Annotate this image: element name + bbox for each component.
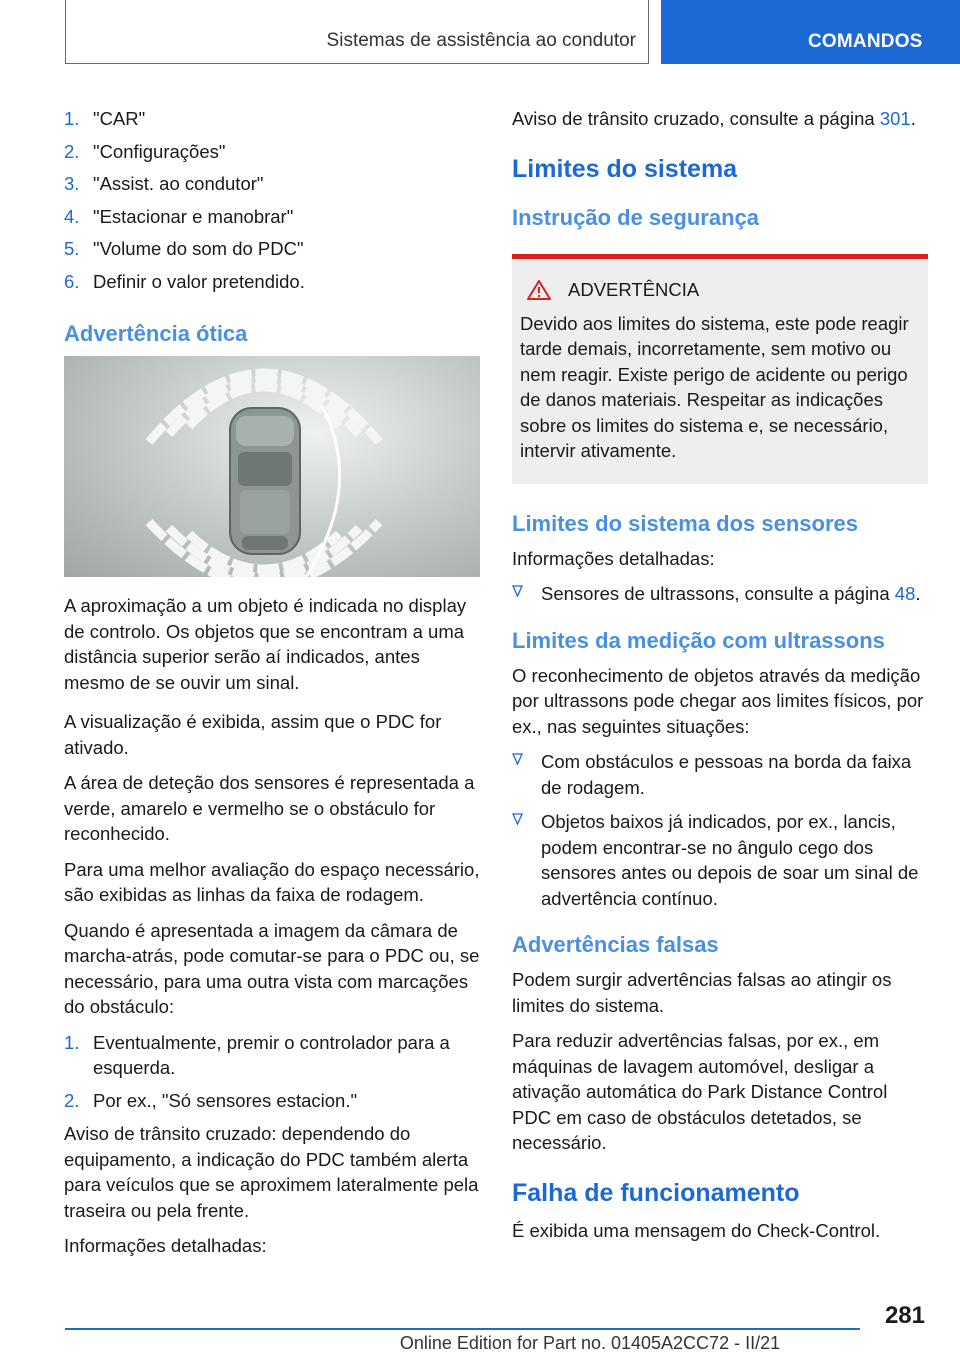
paragraph: A visualização é exibida, assim que o PDC for ativado. [64,711,442,758]
bullet-triangle-icon [512,752,523,766]
paragraph: Informações detalhadas: [512,547,715,569]
step-number: 1. [64,1031,80,1053]
paragraph: É exibida uma mensagem do Check-Control. [512,1219,881,1241]
warning-title: ADVERTÊNCIA [568,278,700,300]
heading-false-warnings: Advertências falsas [512,932,719,957]
list-item-text: Com obstáculos e pessoas na borda da faixa de rodagem. [541,751,912,798]
paragraph: Quando é apresentada a imagem da câmara de marcha-atrás, pode comutar-se para o PDC ou, se necessário, para uma outra vista com marcações do obstáculo: [64,919,480,1017]
step-text: Por ex., "Só sensores estacion." [93,1089,358,1111]
step-number: 6. [64,270,80,292]
paragraph: Informações detalhadas: [64,1235,267,1256]
warning-header [520,279,920,301]
list-item [512,809,928,911]
header-box [65,0,649,64]
sensors-list [512,581,928,607]
heading-malfunction: Falha de funcionamento [512,1178,800,1207]
page-number: 281 [884,1302,925,1329]
step-text: "Estacionar e manobrar" [93,205,294,227]
steps-list-1 [64,106,480,294]
paragraph: Podem surgir advertências falsas ao atingir os limites do sistema. [512,969,892,1016]
step-text: Eventualmente, premir o controlador para a esquerda. [93,1031,450,1078]
step-number: 1. [64,108,80,129]
list-item [64,139,480,165]
list-item [64,106,480,132]
heading-safety-instruction: Instrução de segurança [512,204,759,230]
paragraph: Aviso de trânsito cruzado: dependendo do equipamento, a indicação do PDC também alerta para veículos que se aproximem lateralmente pela traseira ou pela frente. [64,1123,479,1221]
step-number: 5. [64,238,80,259]
tab-comandos[interactable]: COMANDOS [661,0,960,64]
step-number: 4. [64,205,80,227]
step-number: 2. [64,1089,80,1111]
paragraph: A área de deteção dos sensores é representada a verde, amarelo e vermelho se o obstáculo for reconhecido. [64,772,475,844]
edition-text: Online Edition for Part no. 01405A2CC72 - II/21 [399,1333,781,1353]
list-item-end: . [915,583,921,604]
cross-ref-end: . [910,108,916,129]
warning-triangle-icon [526,279,552,301]
section-title: Sistemas de assistência ao condutor [326,30,636,51]
heading-system-limits: Limites do sistema [512,154,738,183]
step-text: "Assist. ao condutor" [93,173,264,194]
page-link-301[interactable]: 301 [879,108,911,129]
heading-ultrasound-limits: Limites da medição com ultrassons [512,627,885,653]
list-item [64,204,480,230]
warning-text: Devido aos limites do sistema, este pode reagir tarde demais, incorretamente, sem motivo ou nem reagir. Existe perigo de acidente ou perigo de danos materiais. Respeitar as indicações sobre os limites do sistema e, se necessário, intervir ativamente. [520,312,909,461]
right-column [512,106,928,1253]
footer-divider [65,1328,860,1330]
bullet-triangle-icon [512,812,523,826]
step-number: 2. [64,140,80,162]
paragraph: A aproximação a um objeto é indicada no display de controlo. Os objetos que se encontram a uma distância superior serão aí indicados, antes mesmo de se ouvir um sinal. [64,595,467,693]
cross-ref-text: Aviso de trânsito cruzado, consulte a página [512,108,880,129]
page-link-48[interactable]: 48 [894,583,916,604]
step-text: Definir o valor pretendido. [93,270,305,292]
step-text: "Configurações" [93,140,226,162]
footer-edition [0,1333,960,1354]
step-number: 3. [64,173,80,194]
list-item [64,269,480,295]
step-text: "CAR" [93,108,146,129]
list-item [64,171,480,197]
list-item [512,749,928,800]
pdc-illustration [64,356,480,577]
list-item [512,581,928,607]
ultrasound-list [512,749,928,911]
paragraph: O reconhecimento de objetos através da medição por ultrassons pode chegar aos limites físicos, por ex., nas seguintes situações: [512,664,924,737]
heading-sensor-limits: Limites do sistema dos sensores [512,510,859,536]
list-item [64,1088,480,1114]
left-column [64,106,480,1269]
list-item-text: Objetos baixos já indicados, por ex., lancis, podem encontrar-se no ângulo cego dos sensores antes ou depois de soar um sinal de advertência contínuo. [541,811,919,909]
step-text: "Volume do som do PDC" [93,238,304,259]
bullet-triangle-icon [512,584,523,598]
list-item [64,236,480,262]
paragraph: Para uma melhor avaliação do espaço necessário, são exibidas as linhas da faixa de rodagem. [64,858,480,905]
list-item [64,1030,480,1081]
list-item-text: Sensores de ultrassons, consulte a página [541,583,895,604]
warning-box [512,254,928,484]
steps-list-2 [64,1030,480,1114]
heading-optical-warning: Advertência ótica [64,321,248,346]
cross-reference [512,106,928,132]
car-top-view-icon [64,356,480,577]
paragraph: Para reduzir advertências falsas, por ex., em máquinas de lavagem automóvel, desligar a ativação automática do Park Distance Control PDC em caso de obstáculos detetados, se necessário. [512,1030,888,1153]
